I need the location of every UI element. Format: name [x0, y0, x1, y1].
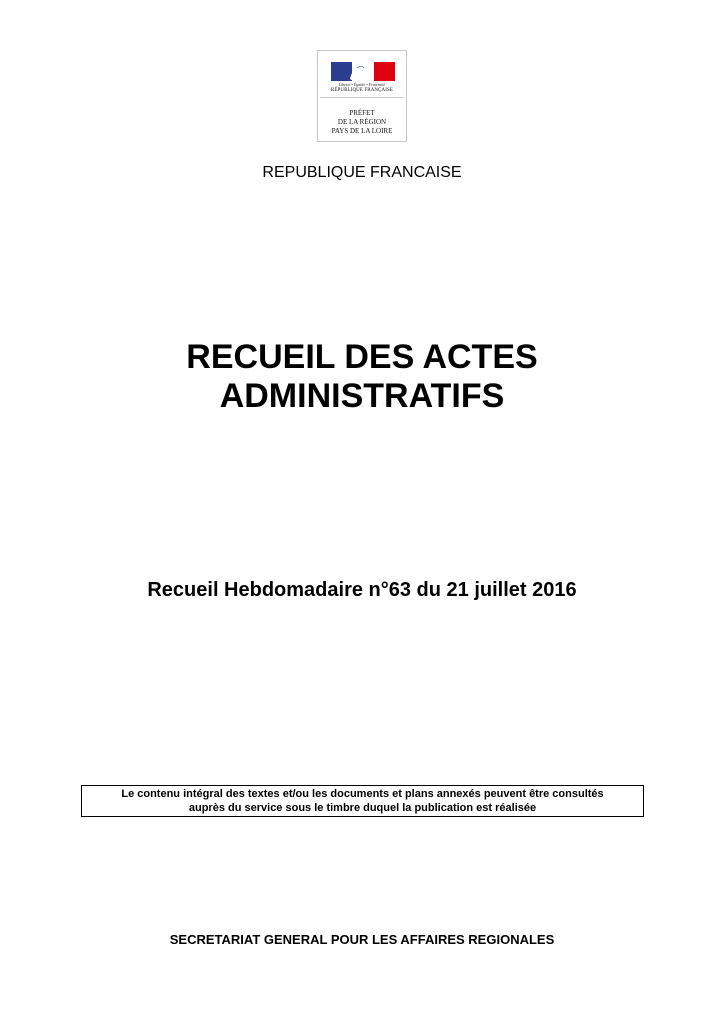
- logo-prefet-text: [318, 109, 406, 136]
- prefet-line: PAYS DE LA LOIRE: [331, 127, 393, 135]
- recueil-subtitle: Recueil Hebdomadaire n°63 du 21 juillet 2016: [147, 579, 577, 601]
- footer-service: SECRETARIAT GENERAL POUR LES AFFAIRES REGIONALES: [169, 932, 555, 947]
- notice-line-1: Le contenu intégral des textes et/ou les documents et plans annexés peuvent être consultés: [121, 788, 604, 800]
- logo-motto: Liberté • Égalité • Fraternité: [338, 82, 386, 87]
- logo-divider: [320, 97, 404, 98]
- consultation-notice-box: [81, 785, 644, 817]
- notice-line-2: auprès du service sous le timbre duquel la publication est réalisée: [188, 802, 537, 814]
- title-line-1: RECUEIL DES ACTES: [186, 338, 538, 376]
- prefet-line: DE LA RÉGION: [337, 118, 387, 126]
- republique-heading: REPUBLIQUE FRANCAISE: [262, 164, 462, 181]
- title-line-2: ADMINISTRATIFS: [219, 377, 505, 415]
- marianne-flag-icon: [331, 62, 395, 81]
- prefecture-logo: [317, 50, 407, 142]
- page-title: [0, 338, 724, 416]
- logo-republique: RÉPUBLIQUE FRANÇAISE: [330, 88, 394, 93]
- prefet-line: PRÉFET: [349, 109, 375, 117]
